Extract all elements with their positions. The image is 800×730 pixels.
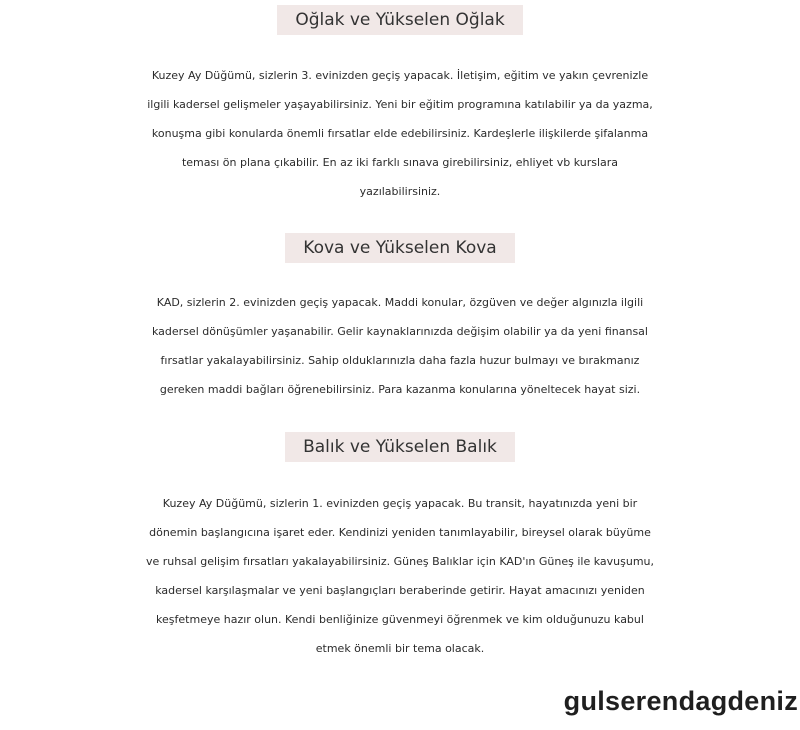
section-paragraph-oglak bbox=[0, 61, 800, 206]
paragraph-line: gereken maddi bağları öğrenebilirsiniz. Para kazanma konularına yöneltecek hayat sizi. bbox=[159, 383, 641, 396]
paragraph-line: dönemin başlangıcına işaret eder. Kendinizi yeniden tanımlayabilir, bireysel olarak büyüme bbox=[149, 526, 651, 539]
paragraph-line: kadersel karşılaşmalar ve yeni başlangıçları beraberinde getirir. Hayat amacınızı yeniden bbox=[155, 584, 645, 597]
paragraph-line: Kuzey Ay Düğümü, sizlerin 1. evinizden geçiş yapacak. Bu transit, hayatınızda yeni bir bbox=[162, 497, 638, 510]
section-heading-oglak-wrap bbox=[0, 5, 800, 35]
section-heading-kova: Kova ve Yükselen Kova bbox=[285, 233, 514, 263]
paragraph-line: ilgili kadersel gelişmeler yaşayabilirsiniz. Yeni bir eğitim programına katılabilir ya da yazma, bbox=[147, 98, 653, 111]
paragraph-line: keşfetmeye hazır olun. Kendi benliğinize güvenmeyi öğrenmek ve kim olduğunuzu kabul bbox=[156, 613, 644, 626]
paragraph-line: ve ruhsal gelişim fırsatları yakalayabilirsiniz. Güneş Balıklar için KAD'ın Güneş ile kavuşumu, bbox=[145, 555, 655, 568]
paragraph-line: Kuzey Ay Düğümü, sizlerin 3. evinizden geçiş yapacak. İletişim, eğitim ve yakın çevrenizle bbox=[151, 69, 649, 82]
paragraph-line: kadersel dönüşümler yaşanabilir. Gelir kaynaklarınızda değişim olabilir ya da yeni finansal bbox=[152, 325, 648, 338]
paragraph-line: KAD, sizlerin 2. evinizden geçiş yapacak. Maddi konular, özgüven ve değer algınızla ilgili bbox=[156, 296, 644, 309]
section-heading-oglak: Oğlak ve Yükselen Oğlak bbox=[277, 5, 522, 35]
section-heading-kova-wrap bbox=[0, 233, 800, 263]
paragraph-line: teması ön plana çıkabilir. En az iki farklı sınava girebilirsiniz, ehliyet vb kurslara bbox=[181, 156, 619, 169]
watermark: gulserendagdeniz bbox=[563, 686, 798, 716]
section-paragraph-balik bbox=[0, 489, 800, 663]
paragraph-line: yazılabilirsiniz. bbox=[359, 185, 441, 198]
section-heading-balik: Balık ve Yükselen Balık bbox=[285, 432, 515, 462]
paragraph-line: konuşma gibi konularda önemli fırsatlar elde edebilirsiniz. Kardeşlerle ilişkilerde şifalanma bbox=[151, 127, 649, 140]
section-heading-balik-wrap bbox=[0, 432, 800, 462]
paragraph-line: etmek önemli bir tema olacak. bbox=[315, 642, 485, 655]
section-paragraph-kova bbox=[0, 288, 800, 404]
paragraph-line: fırsatlar yakalayabilirsiniz. Sahip olduklarınızla daha fazla huzur bulmayı ve bırakmanız bbox=[160, 354, 640, 367]
